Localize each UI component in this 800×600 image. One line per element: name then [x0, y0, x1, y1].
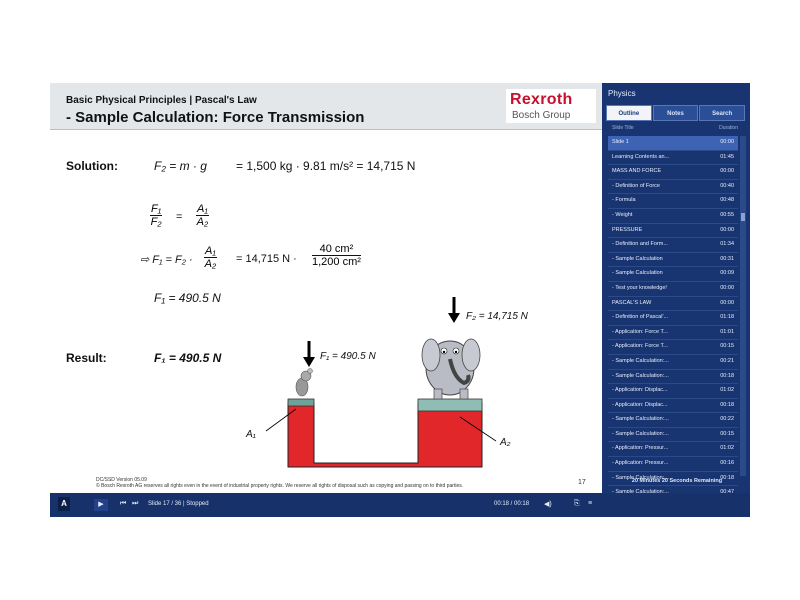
logo-main-text: Rexroth	[510, 91, 573, 108]
outline-item-title: - Sample Calculation:...	[612, 372, 669, 379]
player-frame	[50, 83, 750, 517]
outline-item-duration: 01:45	[720, 153, 734, 160]
panel-title: Physics	[608, 89, 636, 98]
menu-icon[interactable]: ≡	[588, 500, 593, 507]
outline-item-title: PRESSURE	[612, 226, 643, 233]
volume-icon[interactable]: ◀)	[544, 501, 552, 508]
fraction-denominator: F₂	[150, 216, 162, 228]
outline-item-duration: 00:21	[720, 357, 734, 364]
outline-item-title: - Formula	[612, 197, 636, 204]
outline-item[interactable]	[608, 399, 738, 414]
outline-item-duration: 01:18	[720, 314, 734, 321]
outline-item-duration: 00:00	[720, 299, 734, 306]
outline-item-duration: 00:00	[720, 168, 734, 175]
outline-item-title: - Application: Pressur...	[612, 445, 669, 452]
outline-item[interactable]	[608, 442, 738, 457]
outline-item[interactable]	[608, 355, 738, 370]
outline-item-title: Slide 1	[612, 139, 629, 145]
outline-item-duration: 00:48	[720, 197, 734, 204]
outline-item[interactable]	[608, 180, 738, 195]
adobe-logo: A	[58, 497, 70, 511]
outline-item[interactable]	[608, 267, 738, 282]
outline-item-title: PASCAL'S LAW	[612, 299, 652, 306]
previous-slide-icon[interactable]: ⏮	[120, 500, 127, 507]
a2-diagram-label: A₂	[500, 437, 511, 448]
outline-item[interactable]	[608, 151, 738, 166]
solution-label: Solution:	[66, 159, 118, 173]
time-display: 00:18 / 00:18	[494, 501, 530, 507]
outline-item[interactable]	[608, 428, 738, 443]
outline-item[interactable]	[608, 384, 738, 399]
fraction-numerator: A₁	[205, 245, 216, 257]
footer-copyright: © Bosch Rexroth AG reserves all rights even in the event of industrial property rights. We reserve all rights of disposal such as copying and passing on to third parties.	[96, 483, 464, 489]
outline-item-title: - Test your knowledge!	[612, 284, 667, 291]
outline-item-title: - Sample Calculation	[612, 270, 663, 277]
outline-item[interactable]	[608, 370, 738, 385]
play-button[interactable]: ▶	[94, 499, 108, 511]
sidebar-tabs	[606, 105, 746, 121]
tab-notes[interactable]: Notes	[653, 105, 699, 121]
outline-item-duration: 00:00	[720, 139, 734, 145]
outline-item-duration: 00:15	[720, 430, 734, 437]
outline-item-title: - Application: Displac...	[612, 401, 668, 408]
outline-item-duration: 00:09	[720, 270, 734, 277]
column-slide-title: Slide Title	[612, 125, 634, 131]
outline-item[interactable]	[608, 194, 738, 209]
outline-item-duration: 00:55	[720, 211, 734, 218]
equation-f1-middle: = 14,715 N ·	[236, 253, 297, 265]
outline-scrollbar[interactable]	[740, 136, 746, 476]
outline-item-title: - Sample Calculation	[612, 255, 663, 262]
outline-item-duration: 01:01	[720, 328, 734, 335]
outline-item-duration: 01:02	[720, 387, 734, 394]
outline-item[interactable]	[608, 340, 738, 355]
column-duration: Duration	[719, 125, 738, 131]
outline-item-duration: 00:00	[720, 284, 734, 291]
mouse-figure	[296, 369, 313, 397]
next-slide-icon[interactable]: ⏭	[132, 500, 139, 507]
outline-item-duration: 00:18	[720, 474, 734, 481]
hydraulic-press-diagram	[50, 83, 602, 493]
outline-item[interactable]	[608, 326, 738, 341]
small-piston	[288, 399, 314, 406]
fluid-vessel	[288, 403, 482, 467]
outline-item-duration: 01:02	[720, 445, 734, 452]
outline-item-title: - Application: Force T...	[612, 328, 668, 335]
attachment-icon[interactable]: ⎘	[574, 500, 580, 507]
outline-item[interactable]	[608, 311, 738, 326]
sidebar-panel	[602, 83, 750, 493]
arrow-f1-icon	[303, 341, 315, 367]
outline-column-headers	[608, 125, 746, 133]
outline-item[interactable]	[608, 297, 738, 312]
slide-number: 17	[578, 479, 586, 486]
outline-item[interactable]	[608, 238, 738, 253]
fraction-denominator: 1,200 cm²	[312, 256, 361, 268]
outline-item[interactable]	[608, 136, 738, 151]
outline-item-title: - Sample Calculation:...	[612, 416, 669, 423]
fraction-denominator: A₂	[204, 258, 217, 270]
outline-item-duration: 00:18	[720, 401, 734, 408]
a1-diagram-label: A₁	[246, 429, 256, 440]
outline-item-title: - Application: Pressur...	[612, 460, 669, 467]
tab-search[interactable]: Search	[699, 105, 745, 121]
outline-item-duration: 00:22	[720, 416, 734, 423]
outline-item-title: MASS AND FORCE	[612, 168, 662, 175]
equation-weight-result: = 1,500 kg · 9.81 m/s² = 14,715 N	[236, 159, 416, 173]
slide-title: - Sample Calculation: Force Transmission	[66, 109, 365, 126]
outline-item-title: - Application: Force T...	[612, 343, 668, 350]
outline-item[interactable]	[608, 457, 738, 472]
fraction-numerator: F₁	[151, 203, 162, 215]
outline-item-title: - Application: Displac...	[612, 387, 668, 394]
outline-item-duration: 00:18	[720, 372, 734, 379]
logo-sub-text: Bosch Group	[512, 110, 571, 121]
f2-diagram-label: F₂ = 14,715 N	[466, 311, 528, 322]
outline-item[interactable]	[608, 253, 738, 268]
time-remaining: 20 Minutes 20 Seconds Remaining	[631, 478, 723, 484]
f1-diagram-label: F₁ = 490.5 N	[320, 351, 376, 362]
outline-item-title: - Definition of Pascal'...	[612, 314, 669, 321]
outline-item-title: - Sample Calculation:...	[612, 357, 669, 364]
elephant-figure	[422, 339, 480, 399]
fraction-denominator: A₂	[196, 216, 209, 228]
outline-item-title: - Sample Calculation:...	[612, 430, 669, 437]
equals-sign: =	[176, 211, 183, 223]
outline-item-title: - Definition of Force	[612, 182, 660, 189]
outline-list	[608, 136, 738, 501]
slide-footer	[96, 477, 463, 489]
footer-version: DC/SSD Version 05.09	[96, 477, 147, 483]
result-label: Result:	[66, 351, 107, 365]
outline-item-duration: 00:16	[720, 460, 734, 467]
outline-item-duration: 00:40	[720, 182, 734, 189]
outline-item-title: - Definition and Form...	[612, 241, 668, 248]
outline-item[interactable]	[608, 224, 738, 239]
equation-f1-value: F₁ = 490.5 N	[154, 291, 221, 305]
outline-item[interactable]	[608, 165, 738, 180]
arrow-f2-icon	[448, 297, 460, 323]
slide-canvas	[50, 83, 602, 493]
breadcrumb: Basic Physical Principles | Pascal's Law	[66, 95, 257, 106]
outline-item-title: Learning Contents an...	[612, 153, 670, 160]
fraction-numerator: A₁	[197, 203, 208, 215]
outline-item-duration: 00:31	[720, 255, 734, 262]
tab-outline[interactable]: Outline	[606, 105, 652, 121]
outline-item-duration: 00:15	[720, 343, 734, 350]
outline-item[interactable]	[608, 282, 738, 297]
outline-item[interactable]	[608, 413, 738, 428]
result-value: F₁ = 490.5 N	[154, 351, 222, 365]
playback-bar	[50, 493, 750, 517]
outline-scrollbar-thumb[interactable]	[741, 213, 745, 221]
outline-item[interactable]	[608, 209, 738, 224]
outline-item-title: - Weight	[612, 211, 633, 218]
outline-item-title: - Sample Calculation:...	[612, 474, 669, 481]
outline-item-duration: 00:00	[720, 226, 734, 233]
outline-item-duration: 01:34	[720, 241, 734, 248]
equation-f1-prefix: ⇨ F₁ = F₂ ·	[140, 254, 193, 266]
slide-status: Slide 17 / 36 | Stopped	[148, 501, 209, 507]
fraction-numerator: 40 cm²	[312, 243, 361, 256]
equation-weight: F₂ = m · g	[154, 159, 207, 173]
large-piston	[418, 399, 482, 411]
